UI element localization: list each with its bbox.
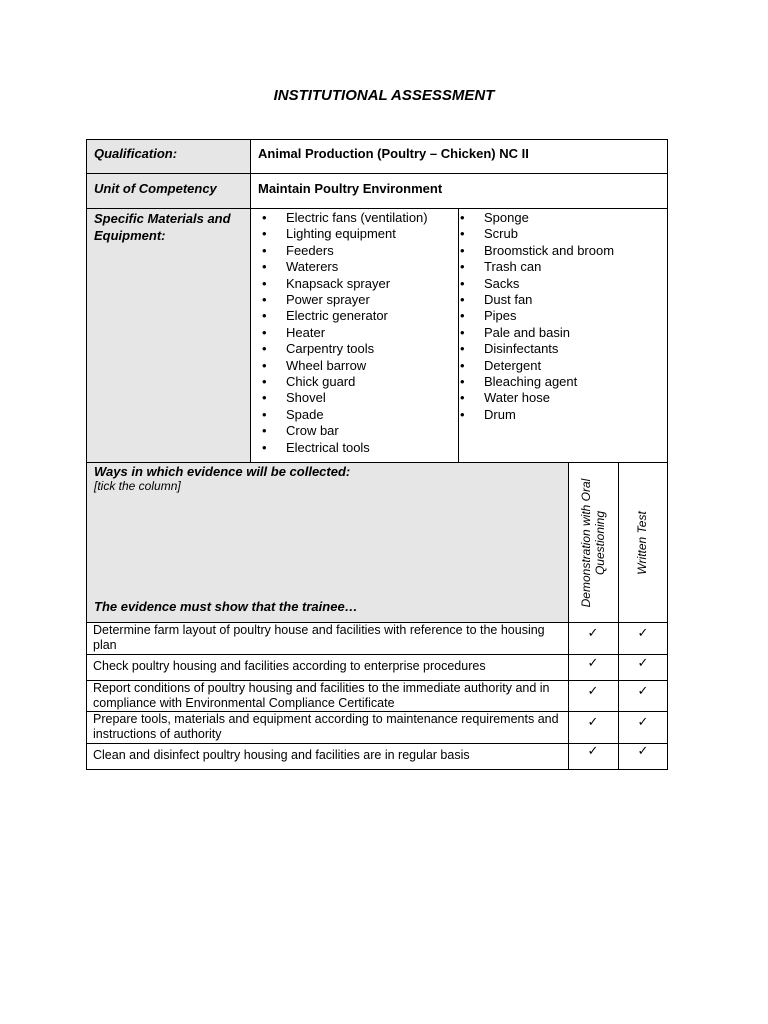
criterion-text: Check poultry housing and facilities according to enterprise procedures <box>93 659 486 673</box>
materials-label: Specific Materials and Equipment: <box>94 211 231 243</box>
material-item: • Shovel <box>260 390 428 406</box>
check-mark: ✓ <box>587 683 599 698</box>
material-item: • Pipes <box>458 308 614 324</box>
check-mark: ✓ <box>637 655 649 670</box>
material-item: • Spade <box>260 407 428 423</box>
unit-value: Maintain Poultry Environment <box>258 181 443 196</box>
page-title: INSTITUTIONAL ASSESSMENT <box>273 87 495 104</box>
table-border-right <box>667 139 668 770</box>
material-item: • Wheel barrow <box>260 358 428 374</box>
table-border-bottom <box>86 769 668 770</box>
evidence-footer: The evidence must show that the trainee… <box>94 599 358 614</box>
material-item: • Power sprayer <box>260 292 428 308</box>
material-item: • Knapsack sprayer <box>260 276 428 292</box>
table-border-left <box>86 139 87 770</box>
material-item: • Drum <box>458 407 614 423</box>
material-item: • Water hose <box>458 390 614 406</box>
material-item: • Broomstick and broom <box>458 243 614 259</box>
unit-label: Unit of Competency <box>94 181 217 196</box>
check-mark: ✓ <box>637 743 649 758</box>
check-mark: ✓ <box>637 683 649 698</box>
check-mark: ✓ <box>587 625 599 640</box>
material-item: • Crow bar <box>260 423 428 439</box>
criterion-text: Clean and disinfect poultry housing and facilities are in regular basis <box>93 748 470 762</box>
material-item: • Disinfectants <box>458 341 614 357</box>
material-item: • Chick guard <box>260 374 428 390</box>
material-item: • Pale and basin <box>458 325 614 341</box>
check-mark: ✓ <box>587 714 599 729</box>
demonstration-column-header <box>579 468 609 618</box>
materials-list-1 <box>260 210 428 456</box>
row-divider <box>86 173 668 174</box>
criterion-text: Determine farm layout of poultry house and facilities with reference to the housing plan <box>93 623 545 652</box>
material-item: • Sacks <box>458 276 614 292</box>
material-item: • Scrub <box>458 226 614 242</box>
material-item: • Heater <box>260 325 428 341</box>
check-mark: ✓ <box>637 714 649 729</box>
check-mark: ✓ <box>637 625 649 640</box>
demonstration-header-line1: Demonstration with Oral <box>579 478 593 608</box>
written-test-column-header: Written Test <box>635 511 649 575</box>
material-item: • Feeders <box>260 243 428 259</box>
material-item: • Waterers <box>260 259 428 275</box>
material-item: • Electric fans (ventilation) <box>260 210 428 226</box>
evidence-heading: Ways in which evidence will be collected: <box>94 464 351 479</box>
evidence-subheading: [tick the column] <box>94 479 181 493</box>
material-item: • Lighting equipment <box>260 226 428 242</box>
material-item: • Detergent <box>458 358 614 374</box>
material-item: • Bleaching agent <box>458 374 614 390</box>
material-item: • Carpentry tools <box>260 341 428 357</box>
qualification-label: Qualification: <box>94 146 178 161</box>
material-item: • Trash can <box>458 259 614 275</box>
column-divider <box>250 139 251 463</box>
criterion-text: Prepare tools, materials and equipment according to maintenance requirements and instructions of authority <box>93 712 559 741</box>
row-divider <box>86 208 668 209</box>
qualification-value: Animal Production (Poultry – Chicken) NC II <box>258 146 529 161</box>
material-item: • Electrical tools <box>260 440 428 456</box>
material-item: • Sponge <box>458 210 614 226</box>
material-item: • Dust fan <box>458 292 614 308</box>
demonstration-header-line2: Questioning <box>593 510 607 576</box>
row-divider <box>86 462 668 463</box>
criterion-text: Report conditions of poultry housing and facilities to the immediate authority and in compliance with Environmental Compliance Certificate <box>93 681 550 710</box>
material-item: • Electric generator <box>260 308 428 324</box>
check-mark: ✓ <box>587 655 599 670</box>
check-mark: ✓ <box>587 743 599 758</box>
materials-list-2 <box>458 210 614 423</box>
table-border-top <box>86 139 668 140</box>
